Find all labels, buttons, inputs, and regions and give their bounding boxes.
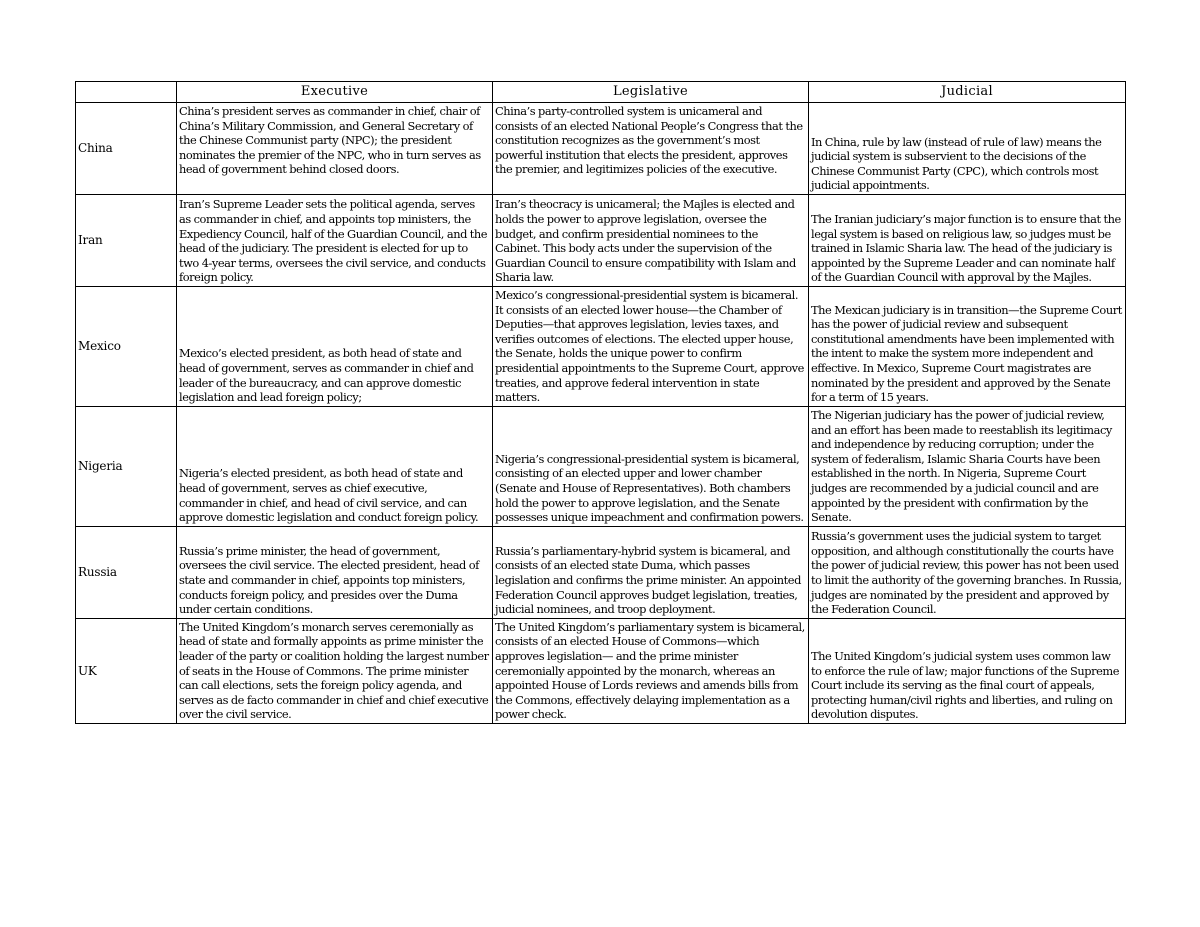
executive-cell: China’s president serves as commander in chief, chair of China’s Military Commission, and General Secretary of the Chinese Communist party (NPC); the president nominates the premier of the NPC, who in turn serves as head of government behind closed doors. <box>177 103 493 195</box>
judicial-cell: In China, rule by law (instead of rule of law) means the judicial system is subservient to the decisions of the Chinese Communist Party (CPC), which controls most judicial appointments. <box>809 103 1126 195</box>
table-header <box>76 82 1126 103</box>
judicial-cell: The United Kingdom’s judicial system uses common law to enforce the rule of law; major functions of the Supreme Court include its serving as the final court of appeals, protecting human/civil rights and liberties, and ruling on devolution disputes. <box>809 618 1126 723</box>
legislative-cell: Russia’s parliamentary-hybrid system is bicameral, and consists of an elected state Duma, which passes legislation and confirms the prime minister. An appointed Federation Council approves budget legislation, treaties, judicial nominees, and troop deployment. <box>493 526 809 618</box>
header-executive: Executive <box>177 82 493 103</box>
legislative-cell: China’s party-controlled system is unicameral and consists of an elected National People’s Congress that the constitution recognizes as the government’s most powerful institution that elects the president, approves the premier, and legitimizes policies of the executive. <box>493 103 809 195</box>
country-cell: Nigeria <box>76 406 177 526</box>
legislative-cell: Iran’s theocracy is unicameral; the Majles is elected and holds the power to approve legislation, oversee the budget, and confirm presidential nominees to the Cabinet. This body acts under the supervision of the Guardian Council to ensure compatibility with Islam and Sharia law. <box>493 195 809 287</box>
table-body <box>76 103 1126 724</box>
legislative-cell: The United Kingdom’s parliamentary system is bicameral, consists of an elected House of Commons—which approves legislation— and the prime minister ceremonially appointed by the monarch, whereas an appointed House of Lords reviews and amends bills from the Commons, effectively delaying implementation as a power check. <box>493 618 809 723</box>
table-row <box>76 287 1126 407</box>
header-legislative: Legislative <box>493 82 809 103</box>
country-cell: UK <box>76 618 177 723</box>
legislative-cell: Mexico’s congressional-presidential system is bicameral. It consists of an elected lower house—the Chamber of Deputies—that approves legislation, levies taxes, and verifies outcomes of elections. The elected upper house, the Senate, holds the unique power to confirm presidential appointments to the Supreme Court, approve treaties, and approve federal intervention in state matters. <box>493 287 809 407</box>
country-cell: Iran <box>76 195 177 287</box>
table-row <box>76 103 1126 195</box>
judicial-cell: Russia’s government uses the judicial system to target opposition, and although constitutionally the courts have the power of judicial review, this power has not been used to limit the authority of the governing branches. In Russia, judges are nominated by the president and approved by the Federation Council. <box>809 526 1126 618</box>
header-judicial: Judicial <box>809 82 1126 103</box>
executive-cell: Nigeria’s elected president, as both head of state and head of government, serves as chief executive, commander in chief, and head of civil service, and can approve domestic legislation and conduct foreign policy. <box>177 406 493 526</box>
executive-cell: Russia’s prime minister, the head of government, oversees the civil service. The elected president, head of state and commander in chief, appoints top ministers, conducts foreign policy, and presides over the Duma under certain conditions. <box>177 526 493 618</box>
judicial-cell: The Iranian judiciary’s major function is to ensure that the legal system is based on religious law, so judges must be trained in Islamic Sharia law. The head of the judiciary is appointed by the Supreme Leader and can nominate half of the Guardian Council with approval by the Majles. <box>809 195 1126 287</box>
executive-cell: Iran’s Supreme Leader sets the political agenda, serves as commander in chief, and appoints top ministers, the Expediency Council, half of the Guardian Council, and the head of the judiciary. The president is elected for up to two 4-year terms, oversees the civil service, and conducts foreign policy. <box>177 195 493 287</box>
executive-cell: The United Kingdom’s monarch serves ceremonially as head of state and formally appoints as prime minister the leader of the party or coalition holding the largest number of seats in the House of Commons. The prime minister can call elections, sets the foreign policy agenda, and serves as de facto commander in chief and chief executive over the civil service. <box>177 618 493 723</box>
header-country <box>76 82 177 103</box>
executive-cell: Mexico’s elected president, as both head of state and head of government, serves as commander in chief and leader of the bureaucracy, and can approve domestic legislation and lead foreign policy; <box>177 287 493 407</box>
header-row <box>76 82 1126 103</box>
table-row <box>76 195 1126 287</box>
country-cell: Mexico <box>76 287 177 407</box>
judicial-cell: The Nigerian judiciary has the power of judicial review, and an effort has been made to reestablish its legitimacy and independence by reducing corruption; under the system of federalism, Islamic Sharia Courts have been established in the north. In Nigeria, Supreme Court judges are recommended by a judicial council and are appointed by the president with confirmation by the Senate. <box>809 406 1126 526</box>
country-cell: Russia <box>76 526 177 618</box>
government-branches-table <box>75 81 1126 724</box>
table-row <box>76 618 1126 723</box>
country-cell: China <box>76 103 177 195</box>
table-row <box>76 406 1126 526</box>
legislative-cell: Nigeria’s congressional-presidential system is bicameral, consisting of an elected upper and lower chamber (Senate and House of Representatives). Both chambers hold the power to approve legislation, and the Senate possesses unique impeachment and confirmation powers. <box>493 406 809 526</box>
table-row <box>76 526 1126 618</box>
judicial-cell: The Mexican judiciary is in transition—the Supreme Court has the power of judicial review and subsequent constitutional amendments have been implemented with the intent to make the system more independent and effective. In Mexico, Supreme Court magistrates are nominated by the president and approved by the Senate for a term of 15 years. <box>809 287 1126 407</box>
